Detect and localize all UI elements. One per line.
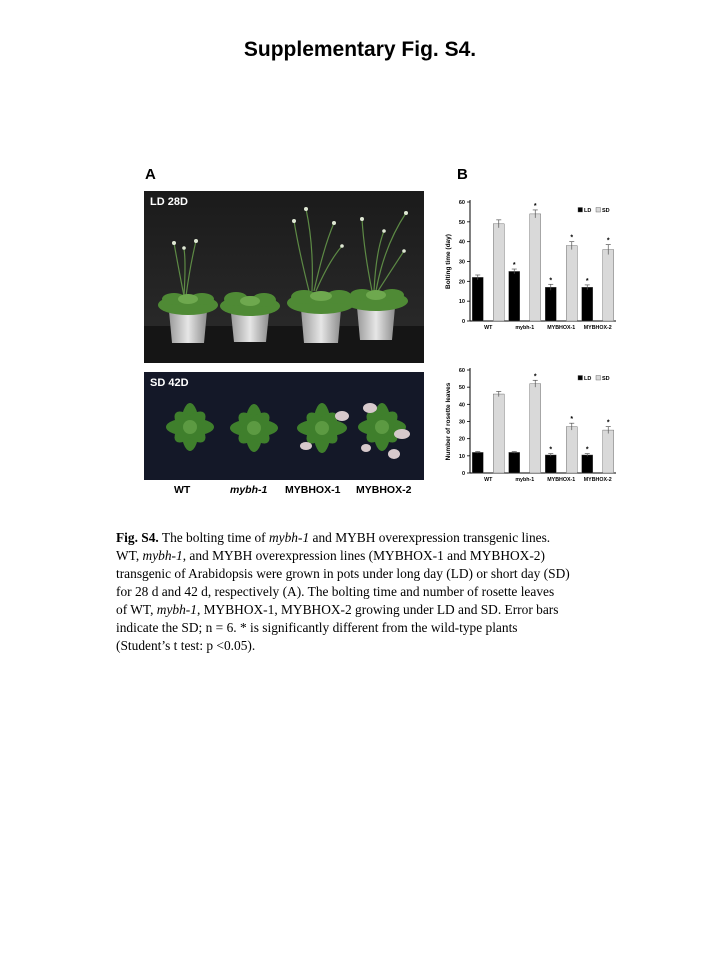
bar-sd <box>493 224 504 321</box>
category-label: WT <box>484 477 493 483</box>
rosette-leaves-chart <box>440 360 622 492</box>
significance-marker: * <box>549 446 553 454</box>
significance-marker: * <box>512 262 516 270</box>
caption-run: transgenic of Arabidopsis were grown in pots under long day (LD) or short day (SD) <box>116 566 570 581</box>
caption-run: indicate the SD; n = 6. * is significantly different from the wild-type plants <box>116 620 518 635</box>
bar-ld <box>582 455 593 473</box>
y-tick-label: 0 <box>461 319 465 325</box>
legend-label: SD <box>602 376 610 382</box>
category-label: MYBHOX-1 <box>547 477 576 483</box>
legend-label: LD <box>584 376 592 382</box>
y-tick-label: 30 <box>458 419 465 426</box>
y-tick-label: 50 <box>458 385 465 392</box>
bar-ld <box>509 271 520 321</box>
bar-ld <box>545 455 556 473</box>
y-tick-label: 10 <box>458 453 465 460</box>
category-label: mybh-1 <box>515 477 535 483</box>
caption-run: for 28 d and 42 d, respectively (A). The bolting time and number of rosette leaves <box>116 584 555 599</box>
genotype-label: MYBHOX-1 <box>285 484 341 496</box>
bar-sd <box>530 214 541 321</box>
significance-marker: * <box>606 419 610 427</box>
ld-photo-label: LD 28D <box>150 196 188 208</box>
y-tick-label: 0 <box>461 471 465 477</box>
sd-photo-label: SD 42D <box>150 377 189 389</box>
caption-run: mybh-1 <box>269 530 310 545</box>
page-title: Supplementary Fig. S4. <box>243 38 477 61</box>
caption-run: , and MYBH overexpression lines (MYBHOX-1 and MYBHOX-2) <box>182 548 545 563</box>
bar-sd <box>493 394 504 473</box>
panel-label-b: B <box>457 166 468 183</box>
significance-marker: * <box>549 277 553 285</box>
caption-run: Fig. S4. <box>116 530 159 545</box>
significance-marker: * <box>533 202 537 210</box>
legend-label: LD <box>584 208 592 214</box>
y-tick-label: 60 <box>458 200 465 206</box>
category-label: mybh-1 <box>515 325 535 331</box>
caption-line <box>116 601 636 619</box>
caption-run: mybh-1 <box>156 602 197 617</box>
caption-line <box>116 583 636 601</box>
figure-caption <box>116 529 636 655</box>
caption-run: The bolting time of <box>158 530 269 545</box>
significance-marker: * <box>570 416 574 424</box>
caption-run: and MYBH overexpression transgenic lines. <box>309 530 551 545</box>
significance-marker: * <box>585 277 589 285</box>
y-tick-label: 10 <box>458 299 465 306</box>
category-label: WT <box>484 325 493 331</box>
legend-swatch-ld <box>578 376 583 381</box>
caption-line <box>116 619 636 637</box>
category-label: MYBHOX-1 <box>547 325 576 331</box>
significance-marker: * <box>585 446 589 454</box>
bar-sd <box>603 250 614 321</box>
y-axis-label: Bolting time (day) <box>445 234 452 289</box>
sd-plant-photo <box>144 372 424 480</box>
legend-label: SD <box>602 208 610 214</box>
bolting-time-chart <box>440 192 622 340</box>
genotype-label: MYBHOX-2 <box>356 484 412 496</box>
y-tick-label: 60 <box>458 368 465 374</box>
genotype-labels <box>144 484 424 500</box>
genotype-label: mybh-1 <box>230 484 268 496</box>
y-tick-label: 30 <box>458 259 465 266</box>
caption-line <box>116 565 636 583</box>
y-tick-label: 50 <box>458 219 465 226</box>
y-tick-label: 20 <box>458 279 465 286</box>
caption-line <box>116 637 636 655</box>
legend-swatch-sd <box>596 208 601 213</box>
y-tick-label: 20 <box>458 436 465 443</box>
caption-line <box>116 547 636 565</box>
significance-marker: * <box>606 237 610 245</box>
panel-label-a: A <box>145 166 156 183</box>
caption-run: , MYBHOX-1, MYBHOX-2 growing under LD and SD. Error bars <box>196 602 559 617</box>
caption-run: (Student’s t test: p <0.05). <box>116 638 256 653</box>
legend-swatch-sd <box>596 376 601 381</box>
legend-swatch-ld <box>578 208 583 213</box>
significance-marker: * <box>533 373 537 381</box>
category-label: MYBHOX-2 <box>583 325 612 331</box>
bar-sd <box>566 427 577 473</box>
caption-run: mybh-1 <box>142 548 183 563</box>
bar-ld <box>509 452 520 473</box>
caption-run: WT, <box>116 548 143 563</box>
caption-line <box>116 529 636 547</box>
bar-ld <box>472 452 483 473</box>
caption-run: of WT, <box>116 602 157 617</box>
bar-sd <box>566 246 577 321</box>
genotype-label: WT <box>174 484 191 496</box>
category-label: MYBHOX-2 <box>583 477 612 483</box>
y-tick-label: 40 <box>458 402 465 409</box>
y-tick-label: 40 <box>458 239 465 246</box>
bar-ld <box>545 287 556 321</box>
ld-plant-photo <box>144 191 424 363</box>
y-axis-label: Number of rosette leaves <box>445 382 452 461</box>
bar-sd <box>603 430 614 473</box>
bar-sd <box>530 384 541 473</box>
bar-ld <box>582 287 593 321</box>
significance-marker: * <box>570 234 574 242</box>
bar-ld <box>472 277 483 321</box>
